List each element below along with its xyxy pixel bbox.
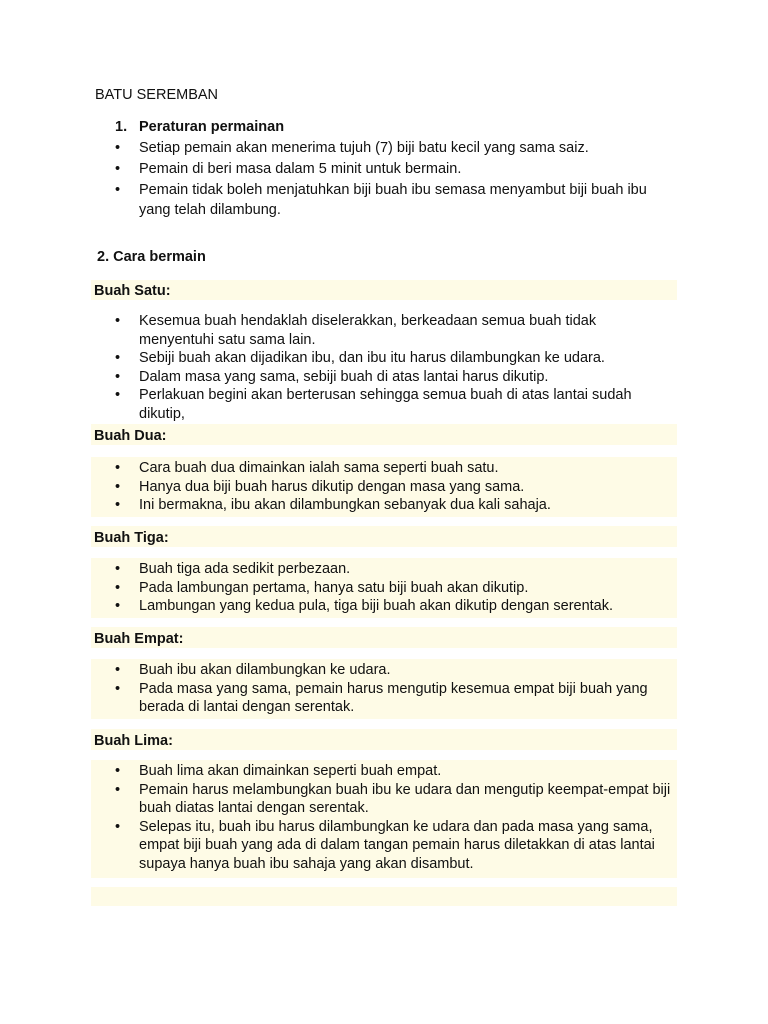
bullet-icon: • xyxy=(115,680,121,697)
list-item: • Buah lima akan dimainkan seperti buah empat. xyxy=(115,763,442,779)
bullet-icon: • xyxy=(115,460,121,476)
empty-highlight-band xyxy=(91,887,677,906)
section-list xyxy=(115,312,675,423)
section-list xyxy=(115,762,675,873)
section-title: Buah Dua: xyxy=(94,428,167,444)
list-item: • Dalam masa yang sama, sebiji buah di atas lantai harus dikutip. xyxy=(115,368,549,385)
bullet-icon: • xyxy=(115,182,121,198)
bullet-icon: • xyxy=(115,598,121,614)
bullet-icon: • xyxy=(115,313,121,329)
list-item: • Cara buah dua dimainkan ialah sama seperti buah satu. xyxy=(115,460,499,476)
list-item: • Pemain tidak boleh menjatuhkan biji buah ibu semasa menyambut biji buah ibu yang telah dilambung. xyxy=(115,182,647,218)
list-item: • Sebiji buah akan dijadikan ibu, dan ibu itu harus dilambungkan ke udara. xyxy=(115,350,605,366)
list-item: • Kesemua buah hendaklah diselerakkan, berkeadaan semua buah tidak menyentuhi satu sama lain. xyxy=(115,313,597,348)
section-title: Buah Tiga: xyxy=(94,530,169,546)
bullet-icon: • xyxy=(115,387,121,403)
rules-heading-text: Peraturan permainan xyxy=(139,119,285,135)
bullet-icon: • xyxy=(115,497,121,513)
section-list xyxy=(115,560,675,616)
section-heading-band xyxy=(91,729,677,750)
bullet-icon: • xyxy=(115,662,121,678)
section-heading-band xyxy=(91,280,677,300)
bullet-icon: • xyxy=(115,161,121,177)
rules-list xyxy=(115,138,675,221)
bullet-icon: • xyxy=(115,579,121,596)
list-item: • Pemain di beri masa dalam 5 minit untuk bermain. xyxy=(115,161,462,177)
bullet-icon: • xyxy=(115,781,121,798)
play-heading: 2. Cara bermain xyxy=(97,249,206,265)
list-item: • Buah tiga ada sedikit perbezaan. xyxy=(115,561,351,577)
bullet-icon: • xyxy=(115,140,121,156)
bullet-icon: • xyxy=(115,368,121,385)
list-item: • Pemain harus melambungkan buah ibu ke udara dan mengutip keempat-empat biji buah diatas lantai dengan serentak. xyxy=(115,781,671,816)
section-list xyxy=(115,661,675,717)
list-item: • Setiap pemain akan menerima tujuh (7) biji batu kecil yang sama saiz. xyxy=(115,140,589,156)
list-item: • Perlakuan begini akan berterusan sehingga semua buah di atas lantai sudah dikutip, xyxy=(115,387,632,422)
bullet-icon: • xyxy=(115,763,121,779)
section-heading-band xyxy=(91,424,677,445)
list-item: • Pada lambungan pertama, hanya satu biji buah akan dikutip. xyxy=(115,579,529,596)
bullet-icon: • xyxy=(115,478,121,495)
section-title: Buah Empat: xyxy=(94,631,184,647)
list-item: • Selepas itu, buah ibu harus dilambungkan ke udara dan pada masa yang sama, empat biji buah yang ada di dalam tangan pemain harus diletakkan di atas lantai supaya hanya buah ibu sahaja yang akan disambut. xyxy=(115,818,655,872)
list-item: • Ini bermakna, ibu akan dilambungkan sebanyak dua kali sahaja. xyxy=(115,497,551,513)
section-heading-band xyxy=(91,526,677,547)
section-title: Buah Lima: xyxy=(94,733,173,749)
bullet-icon: • xyxy=(115,350,121,366)
section-list xyxy=(115,459,675,515)
bullet-icon: • xyxy=(115,818,121,835)
list-item: • Buah ibu akan dilambungkan ke udara. xyxy=(115,662,391,678)
list-item: • Pada masa yang sama, pemain harus mengutip kesemua empat biji buah yang berada di lantai dengan serentak. xyxy=(115,680,648,715)
bullet-icon: • xyxy=(115,561,121,577)
list-item: • Hanya dua biji buah harus dikutip dengan masa yang sama. xyxy=(115,478,525,495)
rules-number: 1. xyxy=(115,119,128,135)
document-title: BATU SEREMBAN xyxy=(95,87,219,103)
section-title: Buah Satu: xyxy=(94,283,171,299)
list-item: • Lambungan yang kedua pula, tiga biji buah akan dikutip dengan serentak. xyxy=(115,598,614,614)
rules-heading xyxy=(115,119,284,135)
